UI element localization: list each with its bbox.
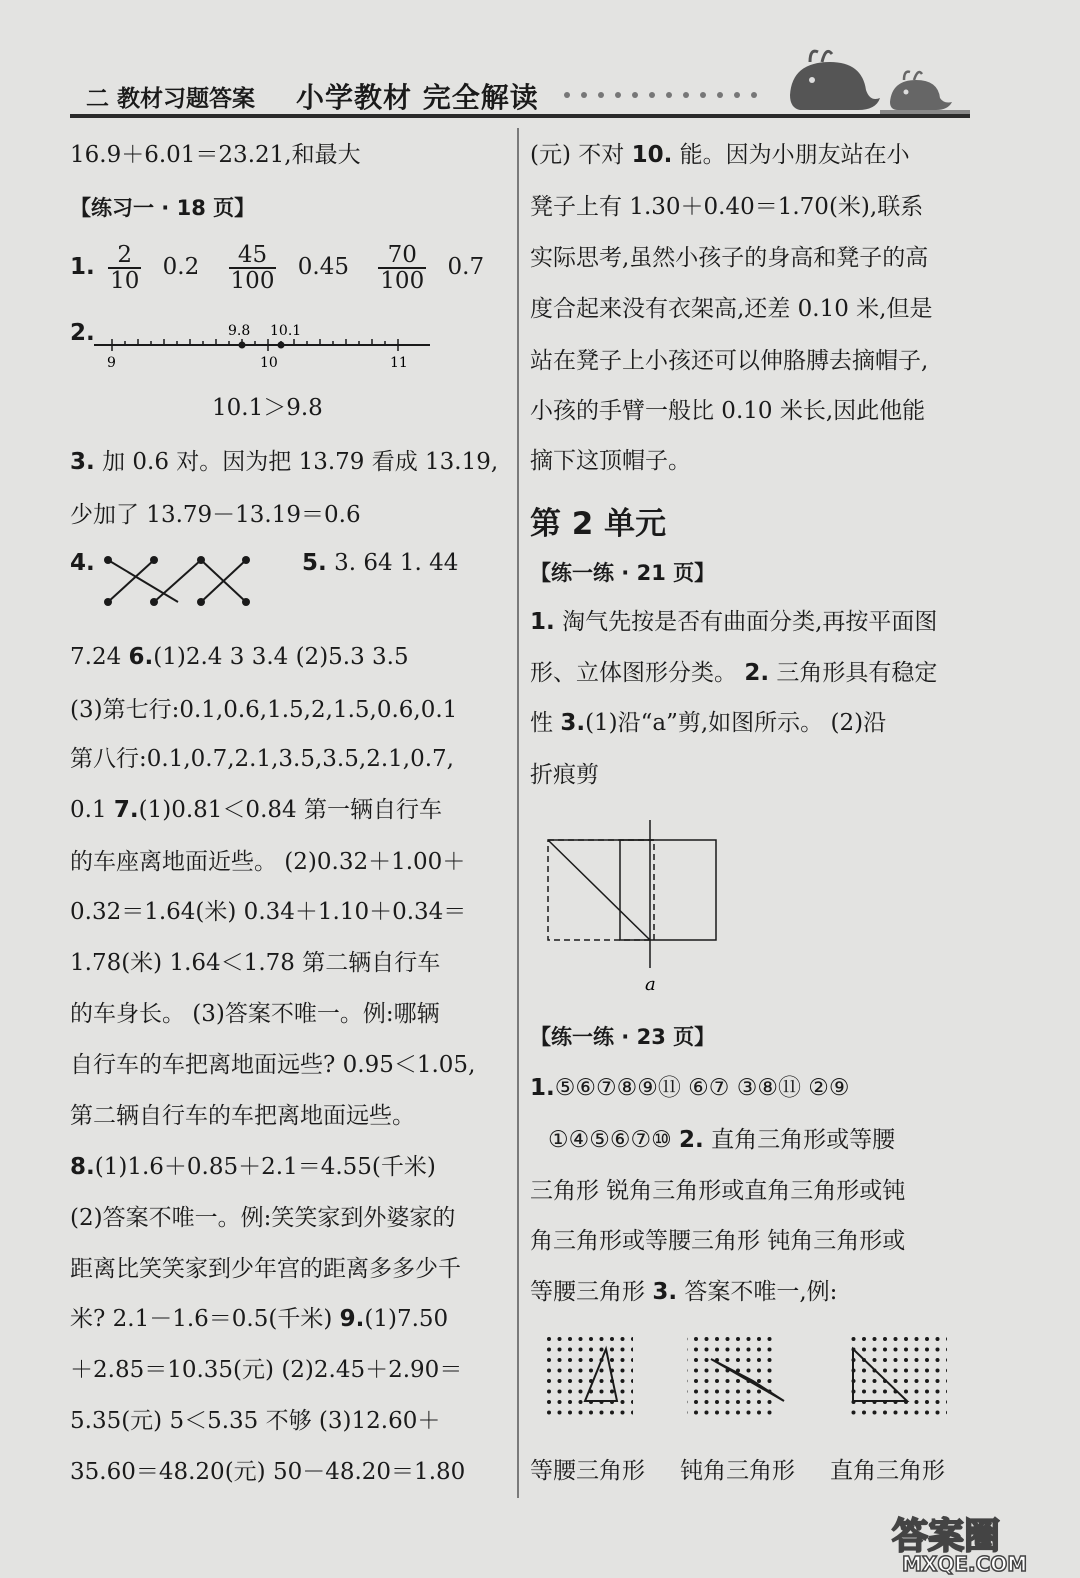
q10-line6: 小孩的手臂一般比 0.10 米长,因此他能	[530, 398, 926, 424]
q3-number: 3.	[70, 449, 95, 475]
p3-number: 3.	[560, 710, 586, 736]
s1-cont: ①④⑤⑥⑦⑩	[548, 1127, 672, 1153]
q7-line2: 的车座离地面近些。 (2)0.32＋1.00＋	[70, 849, 466, 875]
q10-number: 10.	[631, 142, 673, 168]
q6-cont: 0.1	[70, 797, 107, 823]
dot-grid	[687, 1335, 775, 1421]
tick-label-10: 10	[260, 355, 278, 371]
exercise-heading: 【练一练 · 21 页】	[530, 561, 716, 585]
matching-diagram	[96, 550, 256, 612]
q6-line	[70, 642, 409, 672]
fold-label-a: a	[645, 974, 656, 995]
p2-number: 2.	[744, 660, 770, 686]
q10-text: 能。因为小朋友站在小	[679, 142, 910, 168]
dot-grid	[545, 1335, 633, 1421]
decimal: 0.45	[297, 254, 349, 280]
p1-line	[530, 607, 937, 637]
caption-right: 直角三角形	[830, 1458, 945, 1484]
s2-text: 直角三角形或等腰	[711, 1127, 896, 1153]
q9-line	[70, 1304, 448, 1334]
decimal: 0.7	[447, 254, 485, 280]
p1-text: 淘气先按是否有曲面分类,再按平面图	[562, 609, 938, 635]
q7-line3: 0.32＝1.64(米) 0.34＋1.10＋0.34＝	[70, 899, 467, 925]
q10-line2: 凳子上有 1.30＋0.40＝1.70(米),联系	[530, 194, 924, 220]
q2-compare: 10.1＞9.8	[212, 395, 323, 421]
caption-obtuse: 钝角三角形	[680, 1458, 795, 1484]
q5-line	[302, 548, 458, 578]
fraction	[378, 243, 426, 293]
point-9-8	[239, 342, 246, 349]
q8-number: 8.	[70, 1154, 95, 1180]
p2-text: 三角形具有稳定	[776, 660, 938, 686]
s2-line3: 角三角形或等腰三角形 钝角三角形或	[530, 1228, 906, 1254]
decorative-dots	[562, 90, 772, 100]
q8-line3: 距离比笑笑家到少年宫的距离多多少千	[70, 1256, 461, 1282]
q9-line4: 35.60＝48.20(元) 50－48.20＝1.80	[70, 1459, 466, 1485]
q7-text: (1)0.81＜0.84 第一辆自行车	[138, 797, 442, 823]
s3-line	[530, 1277, 837, 1307]
watermark-url: MXQE.COM	[902, 1552, 1028, 1576]
denominator: 10	[110, 268, 140, 294]
watermark-logo	[880, 1508, 1075, 1576]
s2-line	[548, 1125, 895, 1155]
q7-line4: 1.78(米) 1.64＜1.78 第二辆自行车	[70, 950, 441, 976]
numerator: 45	[229, 243, 277, 269]
denominator: 100	[230, 268, 275, 294]
q9-text: (1)7.50	[364, 1306, 449, 1332]
s2-line2: 三角形 锐角三角形或直角三角形或钝	[530, 1178, 906, 1204]
q2-number: 2.	[70, 320, 95, 346]
q6-line3: 第八行:0.1,0.7,2.1,3.5,3.5,2.1,0.7,	[70, 746, 454, 772]
q4-number: 4.	[70, 550, 95, 576]
q5-cont: 7.24	[70, 644, 122, 670]
numerator: 2	[108, 243, 141, 269]
q6-text: (1)2.4 3 3.4 (2)5.3 3.5	[153, 644, 409, 670]
p1-cont: 形、立体图形分类。	[530, 660, 737, 686]
decimal: 0.2	[162, 254, 200, 280]
q8-text: (1)1.6＋0.85＋2.1＝4.55(千米)	[94, 1154, 436, 1180]
s3-text: 答案不唯一,例:	[684, 1279, 838, 1305]
caption-isosceles: 等腰三角形	[530, 1458, 645, 1484]
cut-figure	[540, 818, 730, 998]
text-line: 16.9＋6.01＝23.21,和最大	[70, 142, 361, 168]
s1-line	[530, 1073, 850, 1103]
p3-text: (1)沿“a”剪,如图所示。 (2)沿	[585, 710, 887, 736]
q6-line2: (3)第七行:0.1,0.6,1.5,2,1.5,0.6,0.1	[70, 697, 458, 723]
fraction	[229, 243, 277, 293]
p1-number: 1.	[530, 609, 555, 635]
p3-line	[530, 708, 886, 738]
page-header	[70, 70, 970, 120]
q10-line3: 实际思考,虽然小孩子的身高和凳子的高	[530, 245, 929, 271]
number-line-diagram	[90, 315, 440, 375]
q5-text: 3. 64 1. 44	[334, 550, 459, 576]
q5-number: 5.	[302, 550, 327, 576]
column-divider	[517, 128, 519, 1498]
s3-number: 3.	[652, 1279, 678, 1305]
p2-cont: 性	[530, 710, 553, 736]
q3-line2: 少加了 13.79－13.19＝0.6	[70, 502, 361, 528]
exercise-heading: 【练习一 · 18 页】	[70, 196, 256, 220]
book-title: 小学教材 完全解读	[296, 81, 539, 114]
tick-label-11: 11	[390, 355, 408, 371]
s1-number: 1.	[530, 1075, 555, 1101]
tick-label-9: 9	[107, 355, 116, 371]
q9-line2: ＋2.85＝10.35(元) (2)2.45＋2.90＝	[70, 1357, 463, 1383]
q7-line5: 的车身长。 (3)答案不唯一。例:哪辆	[70, 1001, 440, 1027]
q9-line3: 5.35(元) 5＜5.35 不够 (3)12.60＋	[70, 1408, 441, 1434]
watermark-text: 答案圈	[892, 1516, 1001, 1557]
whale-icon	[780, 40, 970, 120]
p3-line2: 折痕剪	[530, 762, 599, 788]
q10-line4: 度合起来没有衣架高,还差 0.10 米,但是	[530, 296, 933, 322]
header-rule	[70, 114, 970, 118]
label-10-1: 10.1	[270, 323, 302, 339]
s2-cont: 等腰三角形	[530, 1279, 645, 1305]
s1-text: ⑤⑥⑦⑧⑨⑪ ⑥⑦ ③⑧⑪ ②⑨	[554, 1075, 850, 1101]
q6-number: 6.	[128, 644, 154, 670]
q1-number: 1.	[70, 254, 95, 280]
q3-line	[70, 447, 498, 477]
fraction	[108, 243, 141, 293]
q7-line6: 自行车的车把离地面远些? 0.95＜1.05,	[70, 1052, 476, 1078]
q8-cont: 米? 2.1－1.6＝0.5(千米)	[70, 1306, 333, 1332]
exercise-heading: 【练一练 · 23 页】	[530, 1025, 716, 1049]
q10-line	[530, 140, 910, 170]
q8-line2: (2)答案不唯一。例:笑笑家到外婆家的	[70, 1205, 456, 1231]
q1-line	[70, 240, 484, 294]
q8-line	[70, 1152, 436, 1182]
unit-title: 第 2 单元	[530, 506, 667, 542]
numerator: 70	[378, 243, 426, 269]
label-9-8: 9.8	[228, 323, 251, 339]
section-title: 二 教材习题答案	[86, 86, 256, 112]
s2-number: 2.	[679, 1127, 704, 1153]
q9-cont: (元) 不对	[530, 142, 625, 168]
triangle-dot-grids	[545, 1335, 955, 1425]
q10-line7: 摘下这顶帽子。	[530, 448, 691, 474]
p2-line	[530, 658, 937, 688]
dot-grid	[847, 1335, 947, 1421]
denominator: 100	[380, 268, 425, 294]
q10-line5: 站在凳子上小孩还可以伸胳膊去摘帽子,	[530, 348, 929, 374]
q7-line	[70, 795, 442, 825]
q7-line7: 第二辆自行车的车把离地面远些。	[70, 1103, 415, 1129]
q3-text: 加 0.6 对。因为把 13.79 看成 13.19,	[102, 449, 499, 475]
point-10-1	[278, 342, 285, 349]
q9-number: 9.	[339, 1306, 365, 1332]
q7-number: 7.	[113, 797, 139, 823]
